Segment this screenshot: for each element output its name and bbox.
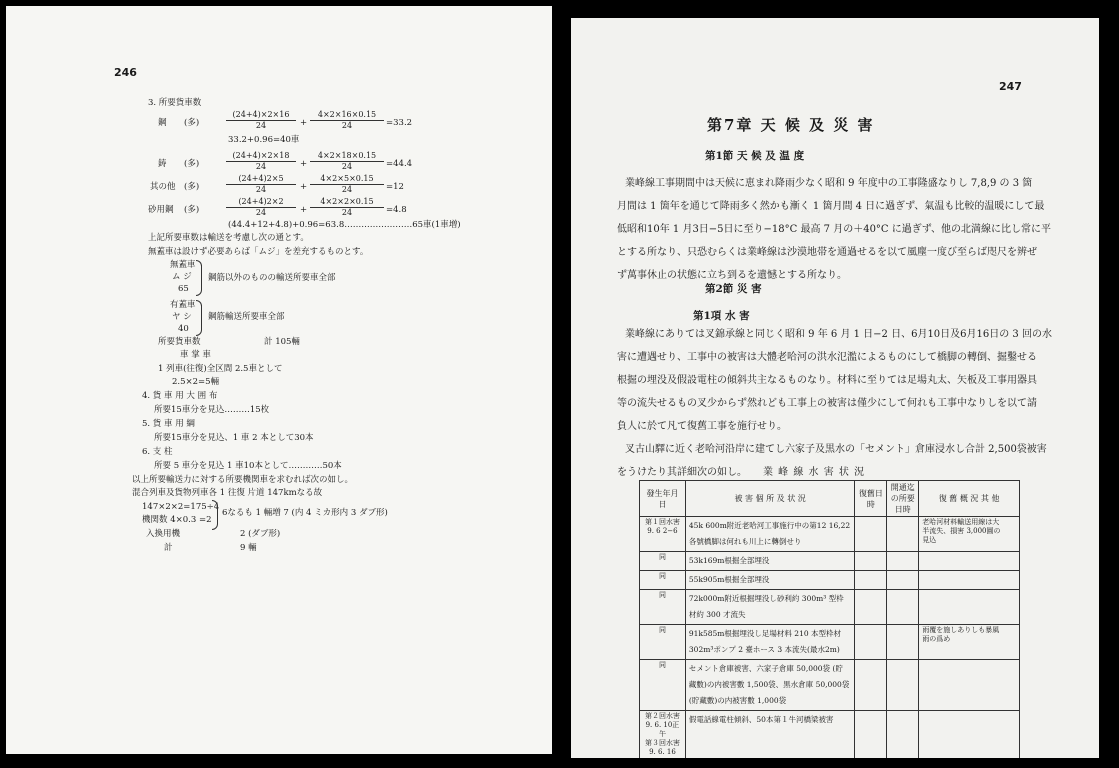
table-cell-r1	[855, 571, 887, 590]
paragraph: 上記所要車数は輸送を考慮し次の通とす。	[148, 233, 309, 243]
text-line: 計	[164, 543, 173, 553]
formula-category: (多)	[184, 205, 200, 215]
fraction-2	[310, 110, 384, 131]
table-cell-date: 同	[640, 625, 686, 660]
numerator: (24+4)2×5	[226, 174, 296, 185]
text-line: 所要15車分を見込、1 車 2 本として30本	[154, 433, 314, 443]
table-cell-r1	[855, 711, 887, 759]
section-1-heading: 第1節 天 候 及 温 度	[705, 150, 805, 162]
denominator: 24	[341, 162, 353, 171]
equation: 機関数 4×0.3 =2	[142, 515, 212, 525]
table-cell-date: 第１回水害 9. 6 2−6	[640, 517, 686, 552]
table-cell-note: 雨覆を施しありしも暴風 雨の爲め	[919, 625, 1020, 660]
table-cell-desc: 91k585m根掘埋没し足場材料 210 本型枠材 302m³ポンプ 2 臺ホース 3 本流失(最水2m)	[685, 625, 855, 660]
group-text: 鋼筋以外のものの輸送所要車全部	[208, 273, 336, 283]
numerator: 4×2×2×0.15	[310, 197, 384, 208]
paragraph: 以上所要輸送力に対する所要機関車を求むれば次の如し。	[132, 475, 354, 485]
paragraph: 混合列車及貨物列車各 1 往復 片道 147kmなる故	[132, 488, 323, 498]
required-cars: 所要貨車数	[158, 337, 201, 347]
table-cell-note: 老哈河材料輸送用線は大 半流失、損害 3,000圓の 見込	[919, 517, 1020, 552]
text-line: 1 列車(往復)全区間 2.5車として	[158, 364, 283, 374]
plus-sign: +	[300, 159, 308, 169]
table-cell-r1	[855, 590, 887, 625]
formula-label: 鋳	[158, 159, 167, 169]
group-label: 無蓋車	[170, 260, 196, 270]
formula-category: (多)	[184, 182, 200, 192]
fraction-1	[226, 110, 296, 131]
table-row	[640, 590, 1020, 625]
table-cell-r2	[887, 625, 919, 660]
group-text: 鋼筋輸送所要車全部	[208, 312, 285, 322]
paragraph-3-line: 叉古山驛に近く老哈河沿岸に建てし六家子及黒水の「セメント」倉庫浸水し合計 2,500袋被害	[625, 444, 1047, 455]
fraction-1	[226, 151, 296, 172]
chapter-title: 第7章 天 候 及 災 害	[707, 116, 875, 134]
table-cell-note	[919, 711, 1020, 759]
plus-sign: +	[300, 205, 308, 215]
table-cell-desc: 45k 600m附近老哈河工事施行中の第12 16,22 各號橋脚は何れも川上に轉倒せり	[685, 517, 855, 552]
table-cell-desc: 55k905m根掘全部埋没	[685, 571, 855, 590]
table-cell-desc: 72k000m附近根掘埋没し砂利約 300m³ 型枠 材約 300 才流失	[685, 590, 855, 625]
table-cell-r2	[887, 660, 919, 711]
column-header: 被 害 個 所 及 状 況	[685, 481, 855, 517]
paragraph-1-line: ず萬事休止の状態に立ち到るを遺憾とする所なり。	[617, 270, 847, 281]
paragraph: 無蓋車は設けず必要あらば「ムジ」を差充するものとす。	[148, 247, 369, 257]
text-line: 9 輛	[240, 543, 257, 553]
subsection-heading: 第1項 水 害	[693, 310, 750, 322]
equation: 147×2×2=175÷4	[142, 502, 220, 512]
table-cell-desc: 假電話線電柱傾斜、50本第１牛河橋梁被害	[685, 711, 855, 759]
paragraph-2-line: 業峰線にありては叉錦承線と同じく昭和 9 年 6 月 1 日−2 日、6月10日及6月16日の 3 回の水	[625, 329, 1052, 340]
group-label: ヤ シ	[172, 312, 192, 322]
fraction-2	[310, 174, 384, 195]
column-header: 發生年月日	[640, 481, 686, 517]
formula-label: 鋼	[158, 118, 167, 128]
paragraph-2-line: 負人に於て凡て復舊工事を施行せり。	[617, 421, 787, 432]
table-cell-date: 第２回水害 9. 6. 10正午 第３回水害 9. 6. 16	[640, 711, 686, 759]
formula-result: =4.8	[386, 205, 407, 215]
paragraph-1-line: 業峰線工事期間中は天候に恵まれ降雨少なく昭和 9 年度中の工事隆盛なりし 7,8,9 の 3 箇	[625, 178, 1033, 189]
table-cell-r1	[855, 552, 887, 571]
column-header: 復 舊 概 況 其 他	[919, 481, 1020, 517]
group-label: 有蓋車	[170, 300, 196, 310]
table-cell-desc: 53k169m根掘全部埋没	[685, 552, 855, 571]
paragraph-2-line: 等の流失せるもの叉少からず然れども工事上の被害は僅少にして何れも工事中なりしを以て請	[617, 398, 1037, 409]
right-page	[571, 18, 1099, 758]
section-2-heading: 第2節 災 害	[705, 283, 762, 295]
denominator: 24	[255, 208, 267, 217]
paragraph-3-line: をうけたり其詳細次の如し。	[617, 467, 747, 478]
fraction-2	[310, 197, 384, 218]
formula-result: =44.4	[386, 159, 413, 169]
numerator: 4×2×5×0.15	[310, 174, 384, 185]
text-line: 2.5×2=5輛	[172, 377, 220, 387]
paragraph-1-line: とする所なり、只恐むらくは業峰線は沙漠地帯を通過せるを以て風塵一度び至らば咫尺を辨ぜ	[617, 247, 1037, 258]
numerator: (24+4)×2×18	[226, 151, 296, 162]
conductor-car: 車 掌 車	[180, 350, 211, 360]
formula-result: =12	[386, 182, 404, 192]
text-line: 入換用機	[146, 529, 181, 539]
formula-category: (多)	[184, 159, 200, 169]
group-label: ム ジ	[172, 272, 192, 282]
fraction-1	[226, 174, 296, 195]
paragraph-2-line: 害に遭遇せり、工事中の被害は大體老哈河の洪水氾濫によるものにして橋脚の轉倒、掘鑿せる	[617, 352, 1037, 363]
total-line: (44.4+12+4.8)+0.96=63.8……………………65車(1車増)	[228, 220, 461, 230]
table-cell-date: 同	[640, 552, 686, 571]
section-5-heading: 5. 貨 車 用 綱	[142, 419, 195, 429]
column-header: 復舊日時	[855, 481, 887, 517]
section-3-heading: 3. 所要貨車数	[148, 98, 202, 108]
numerator: (24+4)×2×16	[226, 110, 296, 121]
table-cell-r1	[855, 517, 887, 552]
fraction-1	[226, 197, 296, 218]
table-row	[640, 552, 1020, 571]
table-cell-r1	[855, 660, 887, 711]
left-page	[6, 6, 552, 754]
fraction-2	[310, 151, 384, 172]
table-cell-r2	[887, 517, 919, 552]
denominator: 24	[341, 185, 353, 194]
table-cell-date: 同	[640, 660, 686, 711]
flood-damage-table	[639, 480, 1020, 758]
denominator: 24	[255, 162, 267, 171]
numerator: 4×2×16×0.15	[310, 110, 384, 121]
denominator: 24	[341, 208, 353, 217]
table-cell-note	[919, 552, 1020, 571]
table-cell-note	[919, 660, 1020, 711]
text-line: 2 (ダブ形)	[240, 529, 281, 539]
denominator: 24	[341, 121, 353, 130]
paragraph-1-line: 低昭和10年 1 月3日−5日に至り−18°C 最高 7 月の＋40°C に過ぎず、他の北満線に比し常に平	[617, 224, 1051, 235]
group-label: 40	[178, 324, 189, 334]
table-cell-note	[919, 571, 1020, 590]
table-cell-r2	[887, 571, 919, 590]
required-cars-total: 計 105輛	[264, 337, 300, 347]
column-header: 開通迄の所要日時	[887, 481, 919, 517]
table-title: 業 峰 線 水 害 状 況	[763, 467, 866, 478]
sub-line: 33.2+0.96=40車	[228, 135, 300, 145]
table-cell-desc: セメント倉庫被害、六家子倉庫 50,000袋 (貯 藏數)の内被害數 1,500袋、黒水倉庫 50,000袋 (貯藏數)の内被害數 1,000袋	[685, 660, 855, 711]
formula-result: =33.2	[386, 118, 413, 128]
formula-label: 其の他	[150, 182, 176, 192]
table-row	[640, 625, 1020, 660]
page-number-right: 247	[999, 80, 1022, 93]
page-number-left: 246	[114, 66, 137, 79]
plus-sign: +	[300, 182, 308, 192]
section-4-heading: 4. 貨 車 用 大 囲 布	[142, 391, 218, 401]
numerator: (24+4)2×2	[226, 197, 296, 208]
table-cell-r2	[887, 552, 919, 571]
table-cell-date: 同	[640, 590, 686, 625]
section-6-heading: 6. 支 柱	[142, 447, 173, 457]
text-line: 所要15車分を見込………15枚	[154, 405, 270, 415]
table-body	[640, 517, 1020, 759]
denominator: 24	[255, 185, 267, 194]
group-label: 65	[178, 284, 189, 294]
table-row	[640, 711, 1020, 759]
paragraph-2-line: 根掘の埋没及假設電柱の傾斜共主なるものなり。材料に至りては足場丸太、矢板及工事用器具	[617, 375, 1037, 386]
table-cell-r2	[887, 711, 919, 759]
table-cell-r2	[887, 590, 919, 625]
table-cell-note	[919, 590, 1020, 625]
table-row	[640, 660, 1020, 711]
numerator: 4×2×18×0.15	[310, 151, 384, 162]
brace	[212, 500, 218, 530]
plus-sign: +	[300, 118, 308, 128]
denominator: 24	[255, 121, 267, 130]
table-header-row	[640, 481, 1020, 517]
table-row	[640, 517, 1020, 552]
paragraph-1-line: 月間は 1 箇年を通じて降雨多く然かも漸く 1 箇月間 4 日に過ぎず、氣温も比較的温暖にして最	[617, 201, 1045, 212]
table-cell-r1	[855, 625, 887, 660]
brace	[196, 300, 202, 336]
table-cell-date: 同	[640, 571, 686, 590]
formula-label: 砂用鋼	[148, 205, 174, 215]
brace	[196, 260, 202, 296]
table-row	[640, 571, 1020, 590]
text-line: 所要 5 車分を見込 1 車10本として…………50本	[154, 461, 342, 471]
equation-result: 6なるも 1 輛増 7 (内 4 ミカ形内 3 ダブ形)	[222, 508, 388, 518]
formula-category: (多)	[184, 118, 200, 128]
